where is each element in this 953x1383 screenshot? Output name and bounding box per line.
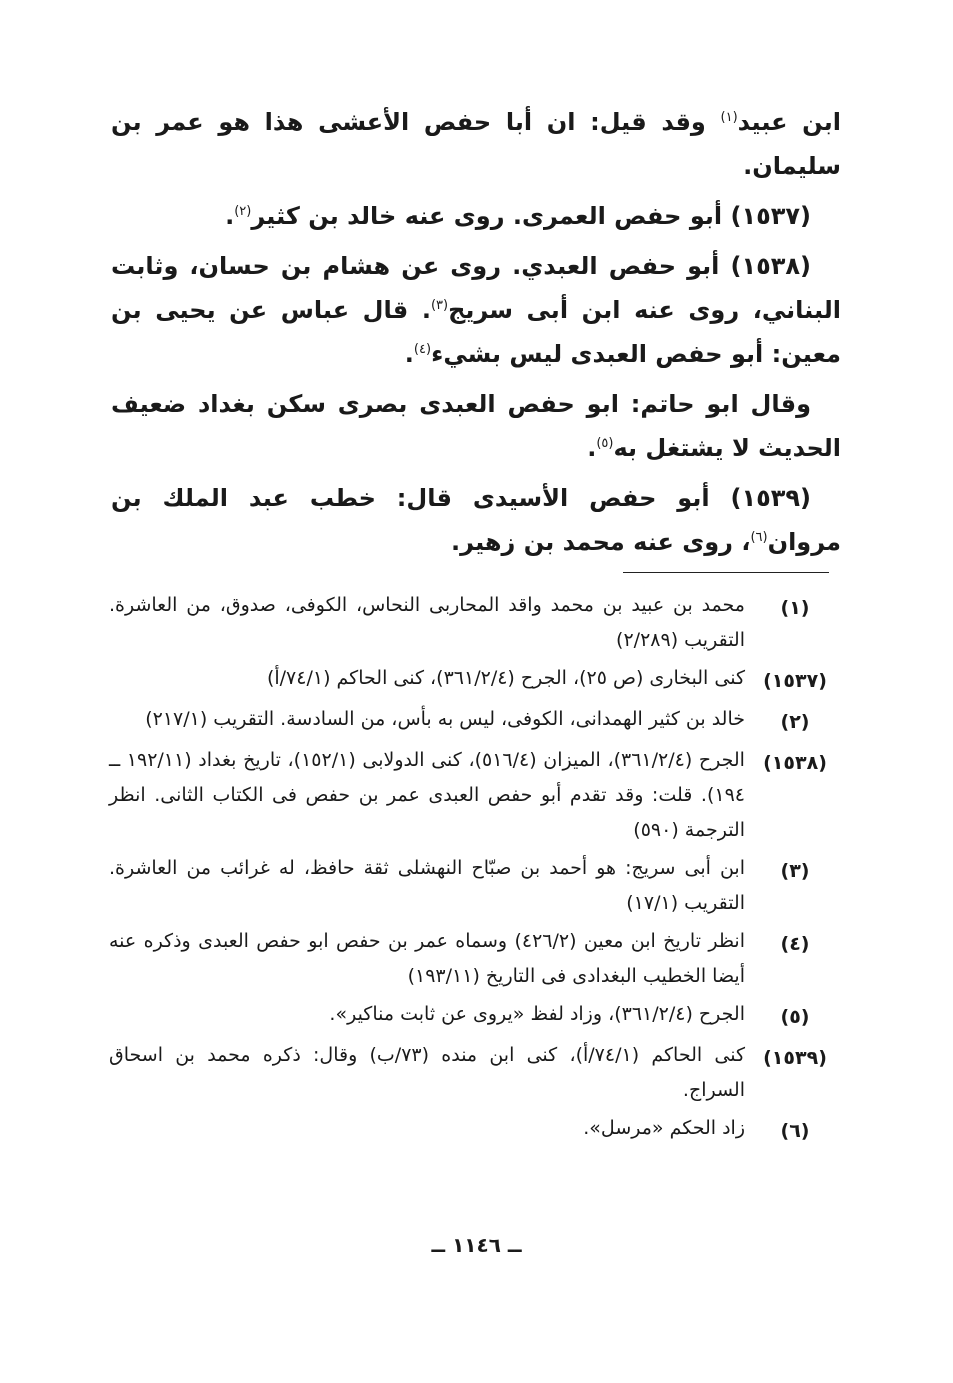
entry-1538 (111, 244, 841, 376)
main-text (111, 100, 841, 570)
text-segment: (١٥٣٩) أبو حفص الأسيدى قال: خطب عبد الملك بن مروان (111, 484, 841, 556)
footnote-text: انظر تاريخ ابن معين (٤٢٦/٢) وسماه عمر بن حفص ابو حفص العبدى وذكره عنه أيضا الخطيب البغدادى فى التاريخ (١٩٣/١١) (109, 930, 745, 987)
paragraph-abu-hatim (111, 382, 841, 470)
footnote-text: الجرح (٣٦١/٢/٤)، الميزان (٥١٦/٤)، كنى الدولابى (١٥٢/١)، تاريخ بغداد (١٩٢/١١ ــ ١٩٤). قلت: وقد تقدم أبو حفص العبدى عمر بن حفص فى الكتاب الثانى. انظر الترجمة (٥٩٠) (109, 749, 745, 841)
footnote-mark: (١٥٣٨) (763, 752, 827, 774)
footnote-text: محمد بن عبيد بن محمد واقد المحاربى النحاس، الكوفى، صدوق، من العاشرة. التقريب (٢/٢٨٩) (109, 594, 745, 651)
footnote-text: كنى البخارى (ص ٢٥)، الجرح (٣٦١/٢/٤)، كنى الحاكم (٧٤/١/أ) (266, 667, 745, 689)
footnote-item (109, 851, 845, 921)
footnote-item (109, 1038, 845, 1108)
footnote-item (109, 588, 845, 658)
footnote-mark: (١٥٣٩) (763, 1047, 827, 1069)
footnote-mark: (١٥٣٧) (763, 670, 827, 692)
footnote-text: كنى الحاكم (٧٤/١/أ)، كنى ابن منده (٧٣/ب) وقال: ذكره محمد بن اسحاق السراج. (109, 1044, 746, 1101)
entry-1537 (111, 194, 841, 238)
text-segment: . (404, 340, 414, 368)
entry-1539 (111, 476, 841, 564)
footnote-mark: (١) (780, 597, 810, 619)
footnote-ref: (٣) (430, 298, 449, 313)
paragraph-1 (111, 100, 841, 188)
footnote-mark: (٤) (780, 933, 810, 955)
footnote-item (109, 924, 845, 994)
footnote-item (109, 661, 845, 699)
footnote-item (109, 743, 845, 848)
footnote-mark: (٣) (780, 860, 810, 882)
footnote-item (109, 997, 845, 1035)
footnote-mark: (٦) (780, 1120, 810, 1142)
footnote-text: الجرح (٣٦١/٢/٤)، وزاد لفظ «يروى عن ثابت مناكير». (329, 1003, 745, 1025)
page-number: ــ ١١٤٦ ــ (431, 1233, 522, 1257)
footnote-ref: (٤) (413, 342, 432, 357)
text-segment: . قال عباس عن يحيى بن معين: أبو حفص العبدى ليس بشيء (111, 296, 841, 368)
text-segment: (١٥٣٨) أبو حفص العبدي. روى عن هشام بن حسان، وثابت البناني، روى عنه ابن أبى سريج (111, 252, 841, 324)
footnote-text: ابن أبى سريج: هو أحمد بن صبّاح النهشلى ثقة حافظ، له غرائب من العاشرة. التقريب (١٧/١) (109, 857, 745, 914)
text-segment: . (587, 434, 597, 462)
footnote-text: خالد بن كثير الهمدانى، الكوفى، ليس به بأس، من السادسة. التقريب (٢١٧/١) (145, 708, 745, 730)
footnotes (109, 588, 845, 1152)
text-segment: (١٥٣٧) أبو حفص العمرى. روى عنه خالد بن كثير (251, 202, 811, 230)
text-segment: ، روى عنه محمد بن زهير. (451, 528, 751, 556)
footnote-ref: (١) (720, 110, 738, 125)
footnote-separator (623, 572, 829, 573)
text-segment: ابن عبيد (737, 108, 842, 136)
footnote-text: زاد الحكم «مرسل». (583, 1117, 745, 1139)
footnote-ref: (٦) (750, 530, 768, 545)
text-segment: وقد قيل: ان أبا حفص الأعشى هذا هو عمر بن سليمان. (111, 108, 841, 180)
footnote-mark: (٢) (780, 711, 810, 733)
text-segment: . (225, 202, 235, 230)
text-segment: وقال ابو حاتم: ابو حفص العبدى بصرى سكن بغداد ضعيف الحديث لا يشتغل به (111, 390, 841, 462)
footnote-item (109, 702, 845, 740)
footnote-item (109, 1111, 845, 1149)
footnote-mark: (٥) (780, 1006, 810, 1028)
footnote-ref: (٢) (234, 204, 252, 219)
footnote-ref: (٥) (596, 436, 614, 451)
